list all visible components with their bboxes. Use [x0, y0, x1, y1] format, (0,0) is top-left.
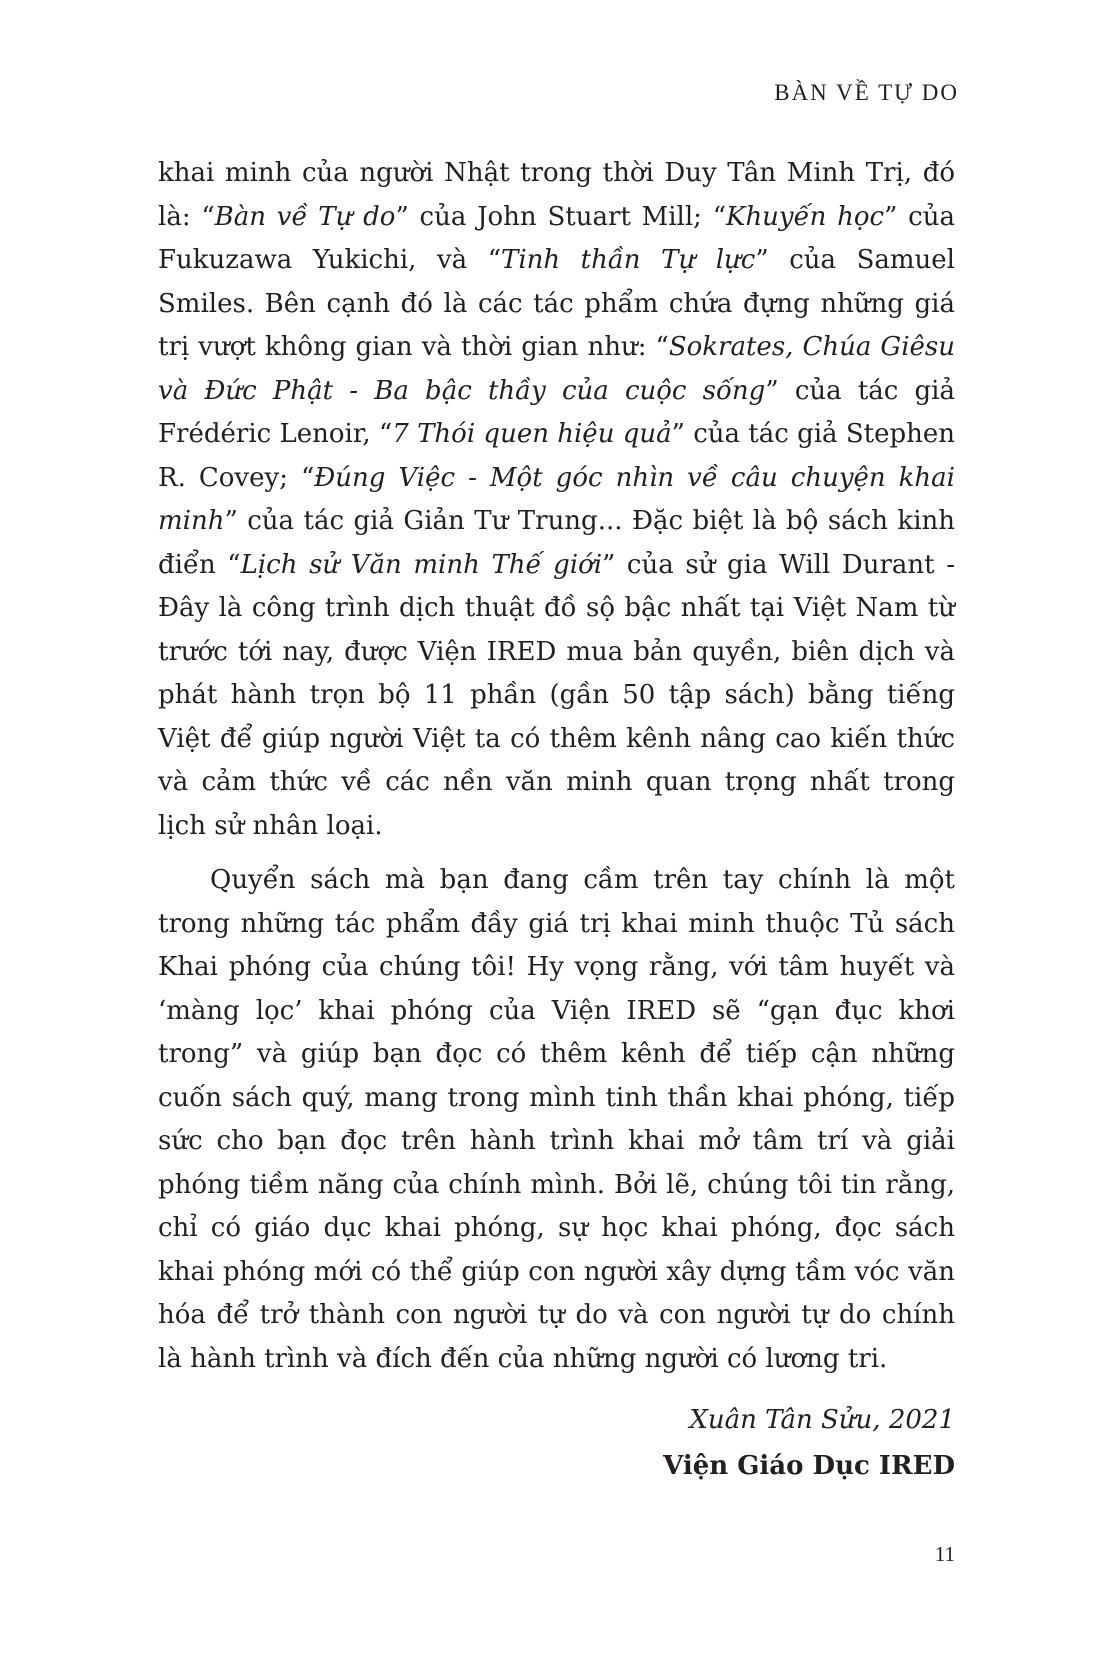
text-span: ” của tác giả Stephen R. Covey; “ [158, 419, 956, 493]
text-span: ” của Samuel Smiles. Bên cạnh đó là các tác phẩm chứa đựng những giá trị vượt không gian và thời gian như: “ [158, 245, 955, 362]
signature-date: Xuân Tân Sửu, 2021 [689, 1405, 955, 1435]
text-span: khai minh của người Nhật trong thời Duy Tân Minh Trị, đó là: “ [158, 158, 955, 232]
paragraph-2: Quyển sách mà bạn đang cầm trên tay chính là một trong những tác phẩm đầy giá trị khai minh thuộc Tủ sách Khai phóng của chúng tôi! Hy vọng rằng, với tâm huyết và ‘màng lọc’ khai phóng của Viện IRED sẽ “gạn đục khơi trong” và giúp bạn đọc có thêm kênh để tiếp cận những cuốn sách quý, mang trong mình tinh thần khai phóng, tiếp sức cho bạn đọc trên hành trình khai mở tâm trí và giải phóng tiềm năng của chính mình. Bởi lẽ, chúng tôi tin rằng, chỉ có giáo dục khai phóng, sự học khai phóng, đọc sách khai phóng mới có thể giúp con người xây dựng tầm vóc văn hóa để trở thành con người tự do và con người tự do chính là hành trình và đích đến của những người có lương tri. [158, 865, 955, 1374]
italic-title: Đúng Việc - Một góc nhìn về câu chuyện khai minh [158, 462, 955, 536]
italic-title: Tinh thần Tự lực [500, 245, 756, 275]
italic-title: Bàn về Tự do [214, 201, 396, 232]
italic-title: 7 Thói quen hiệu quả [392, 419, 672, 449]
body-text [158, 152, 955, 1381]
paragraph-1 [158, 152, 955, 848]
signature-organization: Viện Giáo Dục IRED [663, 1451, 955, 1481]
italic-title: Sokrates, Chúa Giêsu và Đức Phật - Ba bậc thầy của cuộc sống [158, 332, 955, 406]
text-span: ” của tác giả Giản Tư Trung... Đặc biệt là bộ sách kinh điển “ [158, 506, 955, 580]
italic-title: Lịch sử Văn minh Thế giới [240, 549, 603, 580]
text-span: ” của Fukuzawa Yukichi, và “ [158, 201, 955, 275]
running-header: BÀN VỀ TỰ DO [774, 80, 959, 105]
signature-block [663, 1397, 955, 1489]
text-span: ” của John Stuart Mill; “ [395, 201, 727, 232]
page-number: 11 [934, 1542, 955, 1566]
text-span: ” của sử gia Will Durant - Đây là công trình dịch thuật đồ sộ bậc nhất tại Việt Nam từ trước tới nay, được Viện IRED mua bản quyền, biên dịch và phát hành trọn bộ 11 phần (gần 50 tập sách) bằng tiếng Việt để giúp người Việt ta có thêm kênh nâng cao kiến thức và cảm thức về các nền văn minh quan trọng nhất trong lịch sử nhân loại. [158, 549, 955, 841]
text-span: ” của tác giả Frédéric Lenoir, “ [158, 375, 955, 449]
italic-title: Khuyến học [726, 201, 885, 232]
